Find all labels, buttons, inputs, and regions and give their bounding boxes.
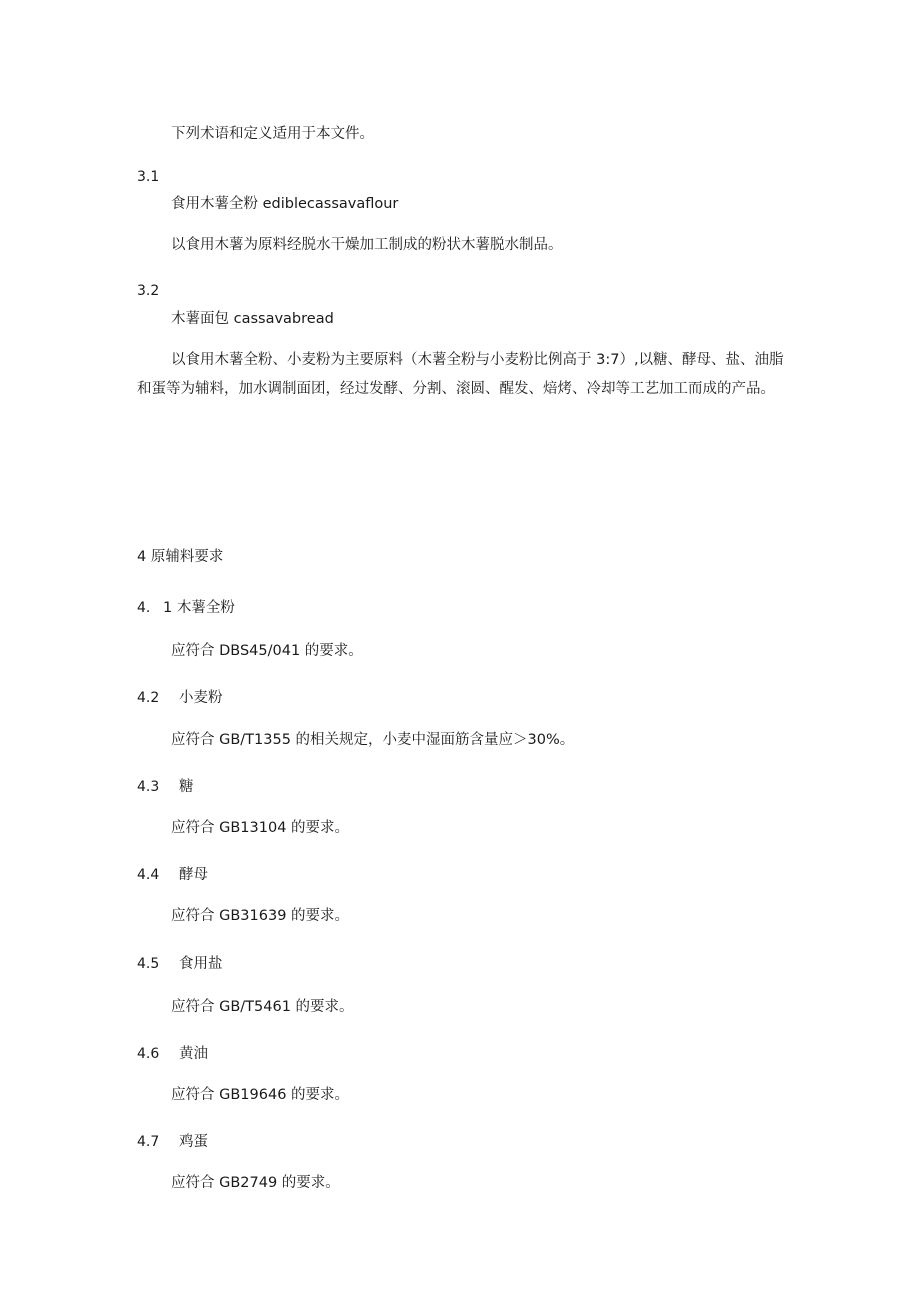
item-requirement: 应符合 GB19646 的要求。 [171, 1087, 350, 1103]
term-definition: 以食用木薯全粉、小麦粉为主要原料（木薯全粉与小麦粉比例高于 3:7）,以糖、酵母、盐、油脂和蛋等为辅料，加水调制面团，经过发酵、分割、滚圆、醒发、焙烤、冷却等工艺加工而成的产品。 [137, 352, 784, 397]
term-title: 食用木薯全粉 ediblecassavaflour [171, 196, 399, 212]
term-number: 3.1 [137, 169, 160, 185]
item-requirement: 应符合 DBS45/041 的要求。 [171, 643, 363, 659]
item-number: 4.7 [137, 1134, 160, 1150]
item-name: 糖 [179, 779, 194, 795]
term-title: 木薯面包 cassavabread [171, 311, 334, 327]
item-number: 4.2 [137, 690, 160, 706]
item-name: 黄油 [179, 1046, 208, 1062]
section-heading: 4 原辅料要求 [137, 549, 224, 565]
item-number: 4.6 [137, 1046, 160, 1062]
item-requirement: 应符合 GB/T1355 的相关规定，小麦中湿面筋含量应＞30%。 [171, 732, 575, 748]
item-name: 食用盐 [179, 956, 223, 972]
item-requirement: 应符合 GB13104 的要求。 [171, 820, 350, 836]
item-number: 4.3 [137, 779, 160, 795]
item-name: 酵母 [179, 867, 208, 883]
item-name: 1 木薯全粉 [163, 600, 235, 616]
item-requirement: 应符合 GB/T5461 的要求。 [171, 999, 354, 1015]
term-number: 3.2 [137, 283, 160, 299]
item-name: 鸡蛋 [179, 1134, 208, 1150]
item-requirement: 应符合 GB2749 的要求。 [171, 1175, 340, 1191]
item-requirement: 应符合 GB31639 的要求。 [171, 908, 350, 924]
item-name: 小麦粉 [179, 690, 223, 706]
item-number: 4.5 [137, 956, 160, 972]
term-definition: 以食用木薯为原料经脱水干燥加工制成的粉状木薯脱水制品。 [171, 237, 563, 253]
intro-text: 下列术语和定义适用于本文件。 [171, 126, 374, 142]
item-number: 4.4 [137, 867, 160, 883]
item-number: 4. [137, 600, 151, 616]
